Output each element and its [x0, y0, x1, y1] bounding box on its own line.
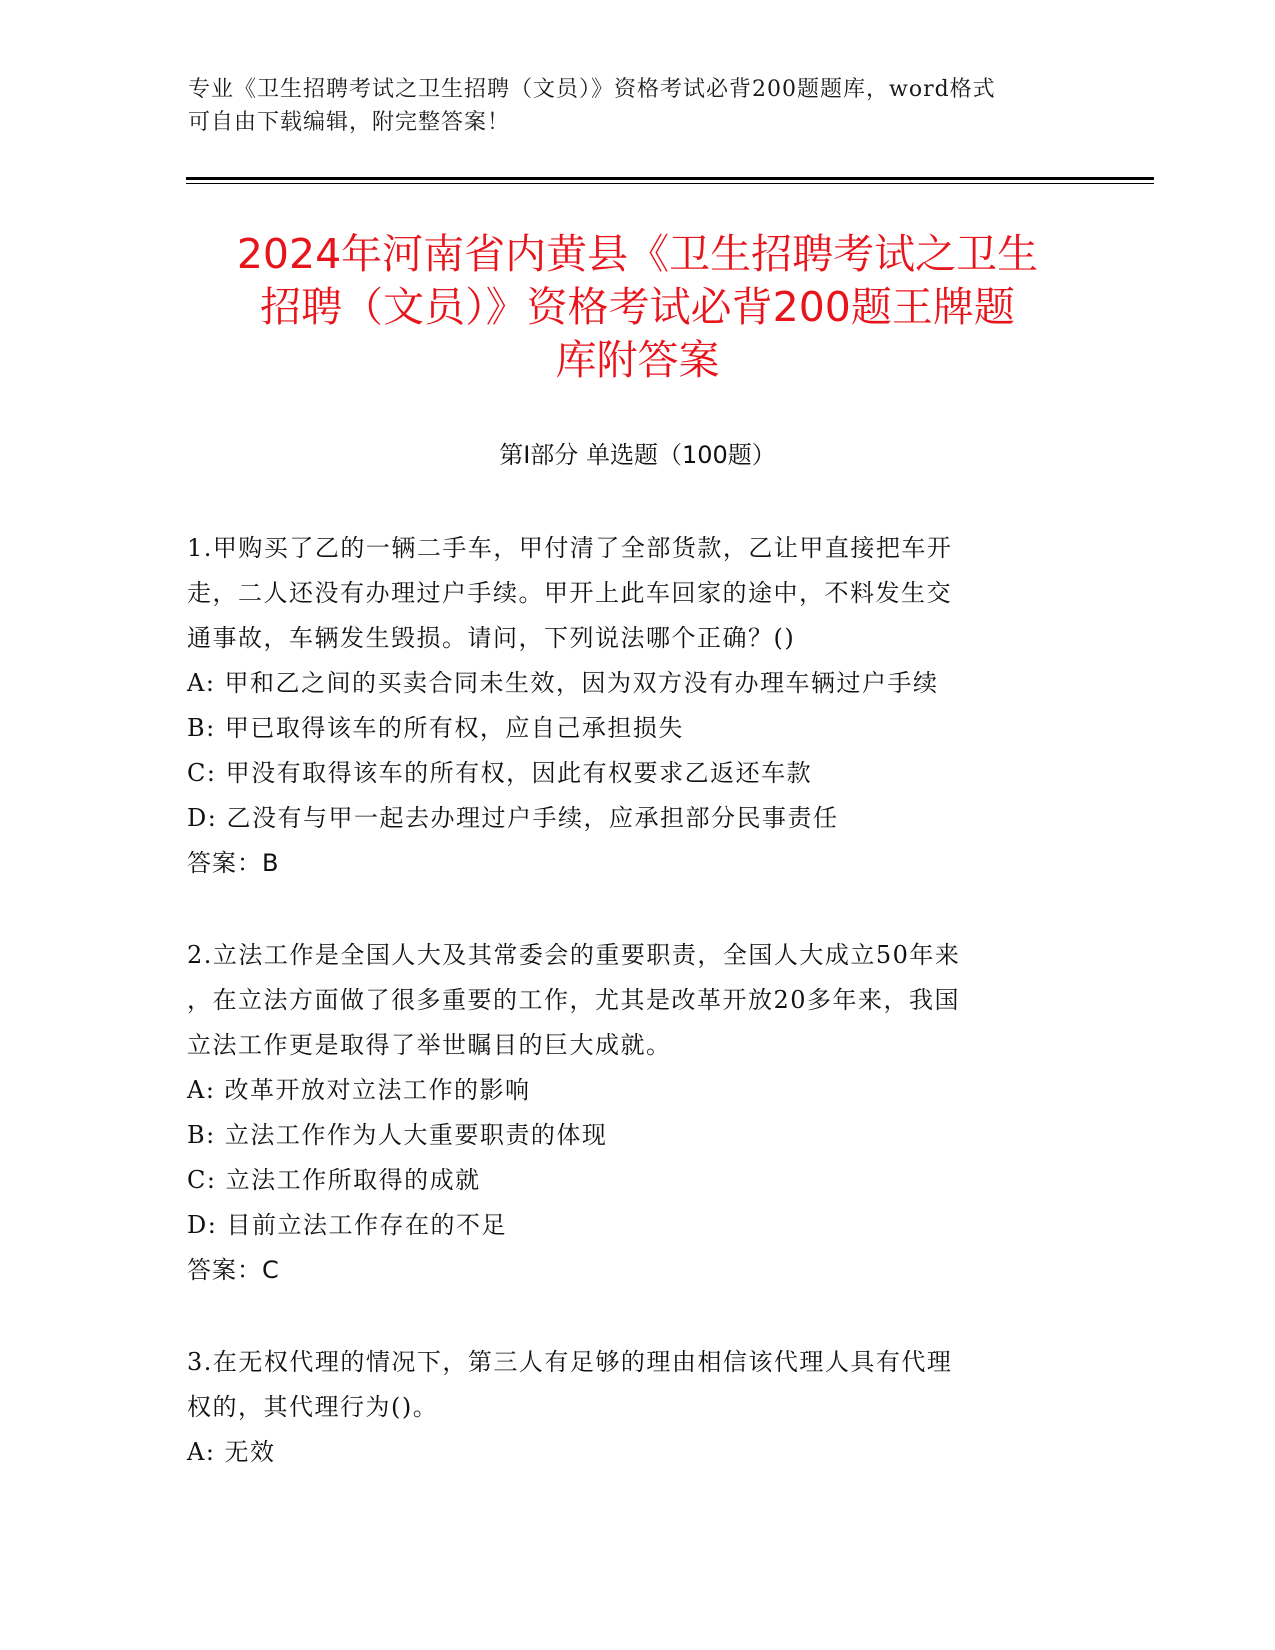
question-1-option-b: B: 甲已取得该车的所有权，应自己承担损失 [187, 714, 684, 742]
question-3-stem-line: 权的，其代理行为()。 [187, 1393, 439, 1421]
question-1-option-a: A: 甲和乙之间的买卖合同未生效，因为双方没有办理车辆过户手续 [187, 669, 939, 697]
question-2-stem-line: 立法工作更是取得了举世瞩目的巨大成就。 [187, 1031, 672, 1059]
question-3-stem-line: 3.在无权代理的情况下，第三人有足够的理由相信该代理人具有代理 [187, 1348, 953, 1376]
question-3 [187, 1340, 1087, 1475]
section-title: 第Ⅰ部分 单选题（100题） [499, 441, 776, 469]
question-1-stem-line: 走，二人还没有办理过户手续。甲开上此车回家的途中，不料发生交 [187, 579, 952, 607]
question-1 [187, 526, 1087, 886]
question-2-option-c: C: 立法工作所取得的成就 [187, 1166, 481, 1194]
header-note-line-2: 可自由下载编辑，附完整答案！ [188, 110, 511, 135]
header-note-line-1: 专业《卫生招聘考试之卫生招聘（文员）》资格考试必背200题题库，word格式 [188, 77, 996, 102]
question-2-option-a: A: 改革开放对立法工作的影响 [187, 1076, 531, 1104]
question-2-option-b: B: 立法工作作为人大重要职责的体现 [187, 1121, 608, 1149]
question-1-stem-line: 1.甲购买了乙的一辆二手车，甲付清了全部货款，乙让甲直接把车开 [187, 534, 953, 562]
document-title-line-2: 招聘（文员）》资格考试必背200题王牌题 [260, 283, 1015, 331]
document-title-line-3: 库附答案 [555, 336, 720, 384]
header-note [188, 73, 1088, 139]
question-2-answer: 答案：C [187, 1256, 280, 1284]
question-2-stem-line: 2.立法工作是全国人大及其常委会的重要职责，全国人大成立50年来 [187, 941, 961, 969]
header-divider-thin [186, 183, 1154, 184]
header-divider-thick [186, 177, 1154, 180]
question-1-answer: 答案：B [187, 849, 280, 877]
question-list [187, 526, 1087, 1522]
question-1-option-c: C: 甲没有取得该车的所有权，因此有权要求乙返还车款 [187, 759, 813, 787]
question-2-option-d: D: 目前立法工作存在的不足 [187, 1211, 507, 1239]
question-1-option-d: D: 乙没有与甲一起去办理过户手续，应承担部分民事责任 [187, 804, 839, 832]
document-title-line-1: 2024年河南省内黄县《卫生招聘考试之卫生 [236, 230, 1039, 278]
question-3-option-a: A: 无效 [187, 1438, 276, 1466]
question-2 [187, 933, 1087, 1293]
document-title [170, 228, 1105, 387]
question-1-stem-line: 通事故，车辆发生毁损。请问，下列说法哪个正确？() [187, 624, 796, 652]
question-2-stem-line: ，在立法方面做了很多重要的工作，尤其是改革开放20多年来，我国 [187, 986, 961, 1014]
